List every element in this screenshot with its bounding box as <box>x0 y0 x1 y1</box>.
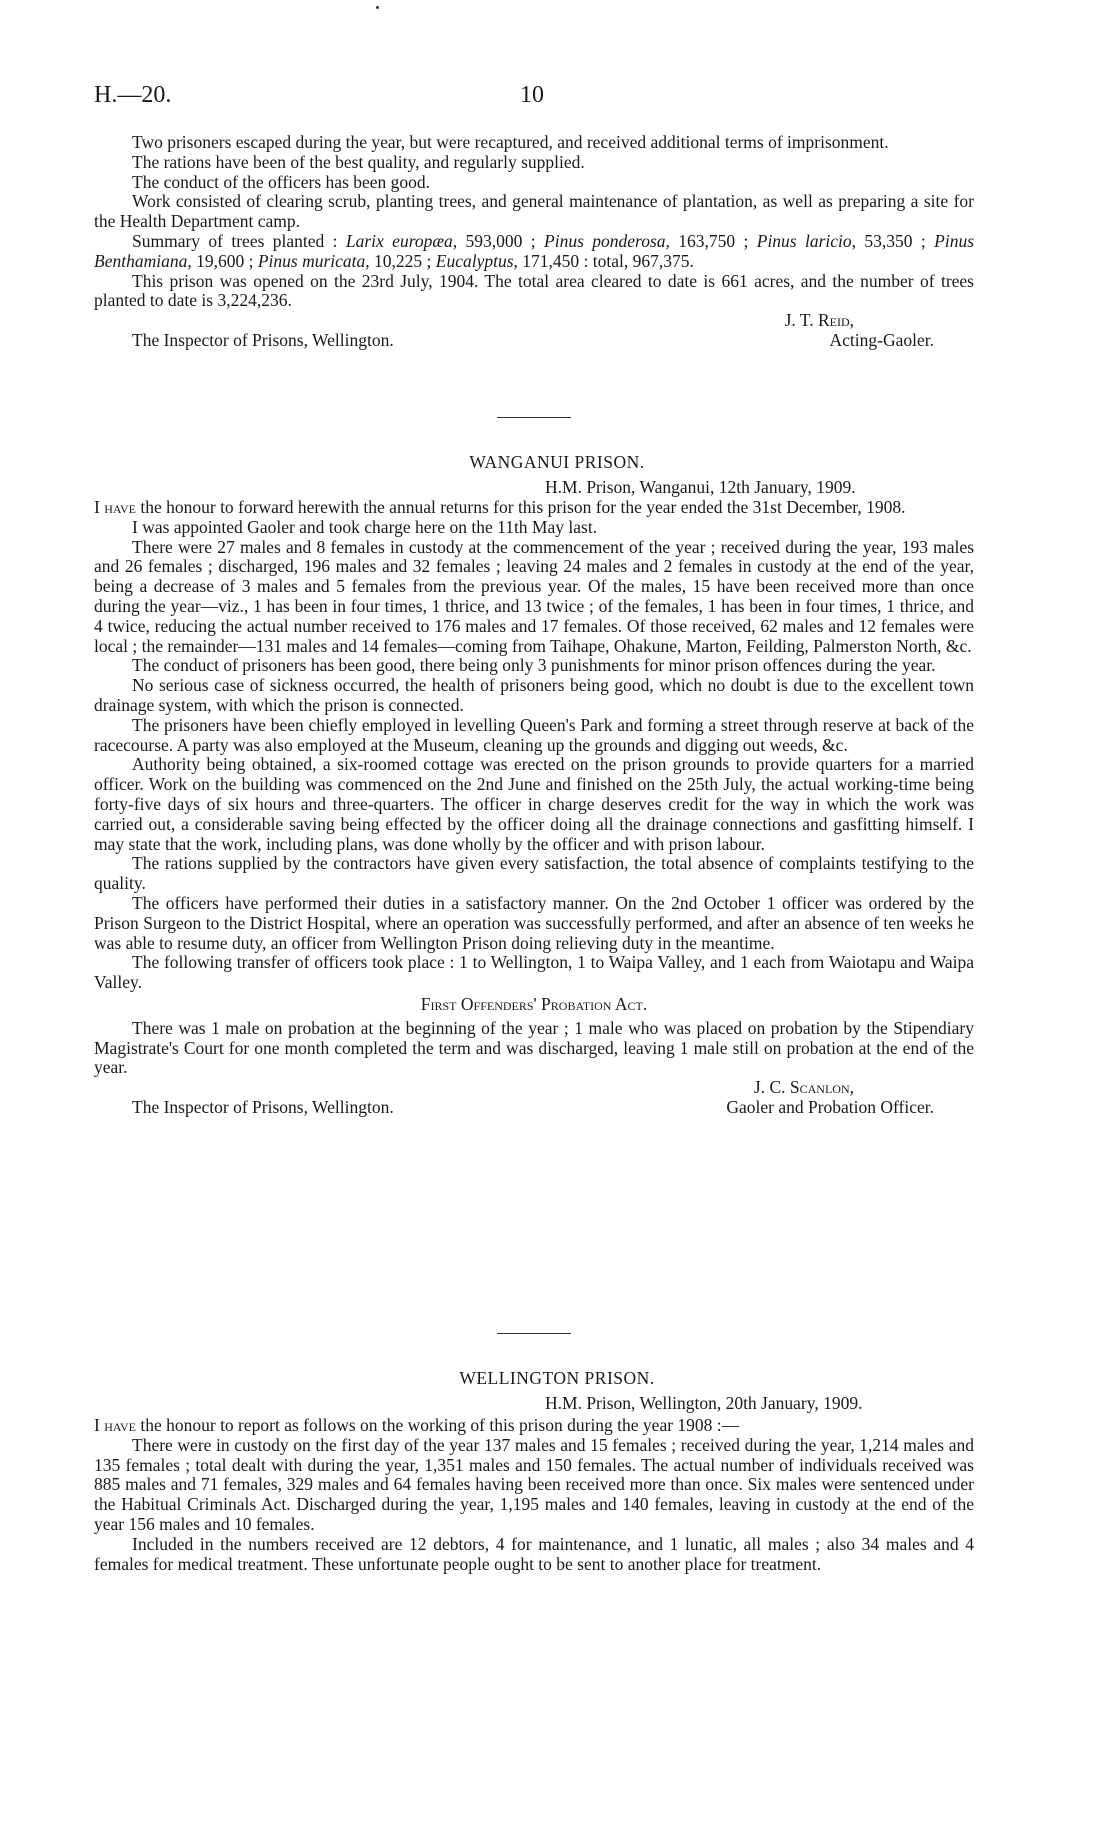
signature-block <box>94 1078 974 1118</box>
page-number: 10 <box>520 82 544 108</box>
top-section <box>94 133 974 351</box>
section-title: WANGANUI PRISON. <box>469 452 645 472</box>
subheading: First Offenders' Probation Act. <box>420 993 648 1014</box>
signatory-name: J. C. Scanlon, <box>753 1077 854 1098</box>
trees-total: total, 967,375. <box>592 250 694 271</box>
opening-paragraph: I have the honour to report as follows on the working of this prison during the year 1908 :— <box>94 1415 740 1435</box>
species-name: Pinus muricata, <box>257 250 370 271</box>
dateline: H.M. Prison, Wanganui, 12th January, 1909. <box>545 477 856 497</box>
opening-paragraph: I have the honour to forward herewith the annual returns for this prison for the year ended the 31st December, 1908. <box>94 497 906 517</box>
paragraph: There were in custody on the first day of the year 137 males and 15 females ; received during the year, 1,214 males and 135 females ; total dealt with during the year, 1,351 males and 150 females. The actual number of individuals received was 885 males and 71 females, 329 males and 64 females having been received more than once. Six males were sentenced under the Habitual Criminals Act. Discharged during the year, 1,195 males and 140 females, leaving in custody at the end of the year 156 males and 10 females. <box>94 1434 974 1534</box>
paragraph: I was appointed Gaoler and took charge here on the 11th May last. <box>132 516 598 537</box>
species-count: 53,350 ; <box>856 230 935 251</box>
report-reference: H.—20. <box>94 82 172 108</box>
dateline: H.M. Prison, Wellington, 20th January, 1909. <box>545 1393 863 1413</box>
signature-block <box>94 311 974 351</box>
paragraph: The conduct of prisoners has been good, there being only 3 punishments for minor prison offences during the year. <box>132 655 936 676</box>
paragraph: The rations supplied by the contractors have given every satisfaction, the total absence of complaints testifying to the quality. <box>94 853 974 894</box>
section-divider <box>497 1333 571 1334</box>
scan-speck <box>376 6 379 9</box>
paragraph: The officers have performed their duties in a satisfactory manner. On the 2nd October 1 officer was ordered by the Prison Surgeon to the District Hospital, where an operation was successfully performed, and after an absence of ten weeks he was able to resume duty, an officer from Wellington Prison doing relieving duty in the meantime. <box>94 892 974 953</box>
paragraph: The rations have been of the best quality, and regularly supplied. <box>132 151 585 172</box>
species-count: 163,750 ; <box>669 230 757 251</box>
addressee: The Inspector of Prisons, Wellington. <box>132 330 394 351</box>
paragraph: Work consisted of clearing scrub, planting trees, and general maintenance of plantation, as well as preparing a site for the Health Department camp. <box>94 191 974 232</box>
section-divider <box>497 417 571 418</box>
section-title: WELLINGTON PRISON. <box>459 1368 655 1388</box>
species-count: 19,600 ; <box>191 250 258 271</box>
paragraph: The prisoners have been chiefly employed in levelling Queen's Park and forming a street through reserve at back of the racecourse. A party was also employed at the Museum, cleaning up the grounds and digging out weeds, &c. <box>94 714 974 755</box>
paragraph: There were 27 males and 8 females in custody at the commencement of the year ; received during the year, 193 males and 26 females ; discharged, 196 males and 32 females ; leaving 24 males and 2 females in custody at the end of the year, being a decrease of 3 males and 5 females from the previous year. Of the males, 15 have been received more than once during the year—viz., 1 has been in four times, 1 thrice, and 13 twice ; of the females, 1 has been in four times, 1 thrice, and 4 twice, reducing the actual number received to 176 males and 17 females. Of those received, 62 males and 12 females were local ; the remainder—131 males and 14 females—coming from Taihape, Ohakune, Marton, Feilding, Palmerston North, &c. <box>94 536 974 656</box>
species-name: Larix europæa, <box>345 230 458 251</box>
paragraph: No serious case of sickness occurred, the health of prisoners being good, which no doubt is due to the excellent town drainage system, with which the prison is connected. <box>94 675 974 715</box>
wellington-section <box>94 1416 974 1574</box>
addressee: The Inspector of Prisons, Wellington. <box>132 1097 394 1118</box>
trees-summary: Summary of trees planted : Larix europæa, 593,000 ; Pinus ponderosa, 163,750 ; Pinus laricio, 53,350 ; Pinus Benthamiana, 19,600 ; Pinus muricata, 10,225 ; Eucalyptus, 171,450 : total, 967,375. <box>94 230 975 271</box>
paragraph: The conduct of the officers has been good. <box>132 171 431 192</box>
species-count: 171,450 : <box>517 250 593 271</box>
species-name: Eucalyptus, <box>435 250 518 271</box>
wanganui-section <box>94 498 974 1118</box>
paragraph: Authority being obtained, a six-roomed cottage was erected on the prison grounds to provide quarters for a married officer. Work on the building was commenced on the 2nd June and finished on the 25th July, the actual working-time being forty-five days of six hours and three-quarters. The officer in charge deserves credit for the way in which the work was carried out, a considerable saving being effected by the officer doing all the drainage connections and gasfitting himself. I may state that the work, including plans, was done wholly by the officer and with prison labour. <box>94 754 974 854</box>
paragraph: The following transfer of officers took place : 1 to Wellington, 1 to Waipa Valley, and 1 each from Waiotapu and Waipa Valley. <box>94 952 974 993</box>
paragraph: There was 1 male on probation at the beginning of the year ; 1 male who was placed on probation by the Stipendiary Magistrate's Court for one month completed the term and was discharged, leaving 1 male still on probation at the end of the year. <box>94 1017 974 1078</box>
paragraph: This prison was opened on the 23rd July, 1904. The total area cleared to date is 661 acres, and the number of trees planted to date is 3,224,236. <box>94 270 974 311</box>
paragraph: Two prisoners escaped during the year, but were recaptured, and received additional terms of imprisonment. <box>132 132 889 152</box>
signatory-name: J. T. Reid, <box>784 310 854 331</box>
species-name: Pinus Benthamiana, <box>94 230 975 271</box>
species-name: Pinus ponderosa, <box>544 230 670 251</box>
species-count: 10,225 ; <box>369 250 436 271</box>
paragraph: Included in the numbers received are 12 debtors, 4 for maintenance, and 1 lunatic, all males ; also 34 males and 4 females for medical treatment. These unfortunate people ought to be sent to another place for treatment. <box>94 1533 974 1574</box>
species-name: Pinus laricio, <box>756 230 857 251</box>
signatory-title: Gaoler and Probation Officer. <box>726 1097 934 1118</box>
signatory-title: Acting-Gaoler. <box>829 330 934 351</box>
species-count: 593,000 ; <box>457 230 545 251</box>
